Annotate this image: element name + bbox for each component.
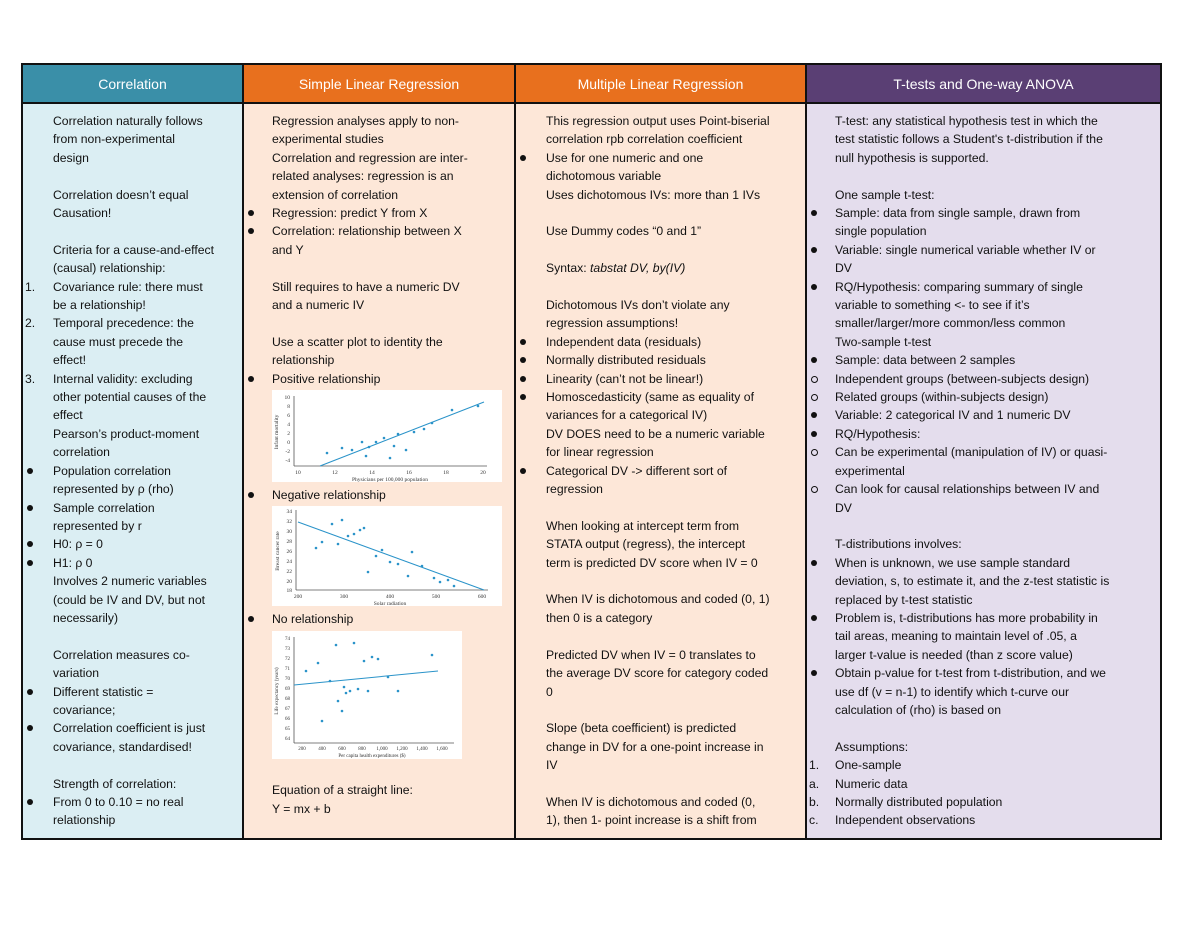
text-line: Predicted DV when IV = 0 translates to: [546, 647, 756, 662]
svg-text:65: 65: [285, 726, 290, 732]
bullet-item: Different statistic =: [23, 683, 238, 701]
text-line: related analyses: regression is an: [272, 169, 454, 184]
text-line: When IV is dichotomous and coded (0,: [546, 794, 756, 809]
bullet-item: Negative relationship: [244, 486, 510, 504]
text-line: then 0 is a category: [546, 610, 653, 625]
svg-text:8: 8: [287, 404, 290, 411]
numbered-item: 3. Internal validity: excluding: [23, 370, 238, 388]
bullet-item: Variable: single numerical variable whether IV or: [807, 241, 1156, 259]
no-relationship-scatter-plot: [272, 631, 462, 759]
text-line: from non-experimental: [53, 132, 175, 147]
text-line: This regression output uses Point-biserial: [546, 114, 770, 128]
text-line: be a relationship!: [53, 298, 146, 313]
svg-text:200: 200: [298, 746, 306, 752]
svg-text:1,400: 1,400: [416, 746, 428, 752]
text-line: covariance;: [53, 702, 116, 717]
text-line: T-test: any statistical hypothesis test in which the: [835, 114, 1098, 128]
svg-text:Solar radiation: Solar radiation: [373, 601, 407, 607]
bullet-item: Positive relationship: [244, 370, 510, 388]
text-line: Slope (beta coefficient) is predicted: [546, 721, 737, 736]
multiple-regression-body: [516, 104, 805, 838]
svg-text:-2: -2: [285, 449, 290, 456]
text-line: When looking at intercept term from: [546, 518, 740, 533]
bullet-item: Variable: 2 categorical IV and 1 numeric DV: [807, 406, 1156, 424]
text-line: tail areas, meaning to maintain level of .05, a: [835, 629, 1077, 644]
text-line: Uses dichotomous IVs: more than 1 IVs: [546, 187, 761, 202]
lettered-item: c. Independent observations: [807, 811, 1156, 829]
bullet-item: RQ/Hypothesis:: [807, 425, 1156, 443]
svg-text:Per capita health expenditures: Per capita health expenditures ($): [338, 753, 406, 759]
svg-text:30: 30: [286, 529, 292, 536]
syntax-line: Syntax: tabstat DV, by(IV): [546, 261, 686, 276]
bullet-item: Problem is, t-distributions has more probability in: [807, 609, 1156, 627]
list-number: 1.: [25, 279, 36, 294]
text-line: deviation, s, to estimate it, and the z-test statistic is: [835, 574, 1110, 589]
text-line: cause must precede the: [53, 334, 184, 349]
svg-text:20: 20: [480, 470, 486, 477]
text-line: dichotomous variable: [546, 169, 662, 184]
svg-text:73: 73: [285, 646, 290, 652]
bullet-item: Correlation coefficient is just: [23, 719, 238, 737]
text-line: larger t-value is needed (than z score value): [835, 647, 1073, 662]
svg-text:Life expectancy (years): Life expectancy (years): [275, 667, 280, 715]
list-number: 1.: [809, 758, 820, 773]
svg-text:70: 70: [285, 676, 290, 682]
svg-text:300: 300: [339, 594, 349, 601]
text-line: 1), then 1- point increase is a shift from: [546, 813, 757, 828]
text-line: variable to something <- to see if it’s: [835, 298, 1030, 313]
correlation-body: [23, 104, 242, 838]
text-line: variation: [53, 666, 100, 681]
lettered-item: b. Normally distributed population: [807, 793, 1156, 811]
text-line: One sample t-test:: [835, 187, 935, 202]
svg-text:800: 800: [358, 746, 366, 752]
text-line: Y = mx + b: [272, 801, 331, 816]
bullet-item: Categorical DV -> different sort of: [516, 462, 801, 480]
text-line: covariance, standardised!: [53, 739, 192, 754]
text-line: Pearson’s product-moment: [53, 426, 200, 441]
svg-text:16: 16: [406, 470, 412, 477]
svg-text:10: 10: [284, 395, 290, 402]
sub-bullet-item: Can be experimental (manipulation of IV) or quasi-: [807, 443, 1156, 461]
text-line: test statistic follows a Student's t-distribution if the: [835, 132, 1103, 147]
text-line: STATA output (regress), the intercept: [546, 537, 746, 552]
svg-text:400: 400: [318, 746, 326, 752]
text-line: effect: [53, 408, 83, 423]
summary-table: [21, 63, 1162, 840]
numbered-item: 2. Temporal precedence: the: [23, 314, 238, 332]
text-line: Dichotomous IVs don’t violate any: [546, 298, 730, 313]
bullet-item: No relationship: [244, 610, 510, 628]
svg-text:12: 12: [332, 470, 338, 477]
text-line: term is predicted DV score when IV = 0: [546, 555, 758, 570]
text-line: Causation!: [53, 206, 112, 221]
text-line: T-distributions involves:: [835, 537, 962, 552]
bullet-item: RQ/Hypothesis: comparing summary of single: [807, 278, 1156, 296]
svg-text:32: 32: [286, 519, 292, 526]
svg-text:18: 18: [443, 470, 449, 477]
svg-text:4: 4: [287, 422, 290, 429]
sub-bullet-item: Can look for causal relationships between IV and: [807, 480, 1156, 498]
text-line: single population: [835, 224, 927, 239]
text-line: Involves 2 numeric variables: [53, 574, 207, 589]
svg-text:20: 20: [286, 579, 292, 586]
text-line: DV: [835, 261, 852, 276]
list-number: 2.: [25, 316, 36, 331]
text-line: Use a scatter plot to identity the: [272, 334, 443, 349]
text-line: Two-sample t-test: [835, 334, 932, 349]
text-line: design: [53, 150, 89, 165]
svg-text:69: 69: [285, 686, 290, 692]
svg-text:1,600: 1,600: [436, 746, 448, 752]
simple-regression-column: [244, 65, 516, 838]
text-line: DV: [835, 500, 852, 515]
svg-text:2: 2: [287, 431, 290, 438]
svg-text:600: 600: [338, 746, 346, 752]
svg-text:71: 71: [285, 666, 290, 672]
text-line: Criteria for a cause-and-effect: [53, 242, 214, 257]
svg-text:Breast cancer rate: Breast cancer rate: [275, 531, 281, 572]
numbered-item: 1. One-sample: [807, 756, 1156, 774]
negative-scatter-plot: [272, 506, 502, 606]
text-line: and Y: [272, 242, 304, 257]
bullet-item: When is unknown, we use sample standard: [807, 554, 1156, 572]
bullet-item: Homoscedasticity (same as equality of: [516, 388, 801, 406]
svg-text:500: 500: [431, 594, 441, 601]
text-line: null hypothesis is supported.: [835, 150, 989, 165]
text-line: and a numeric IV: [272, 298, 365, 313]
svg-text:Physicians per 100,000 populat: Physicians per 100,000 population: [351, 477, 429, 483]
text-line: relationship: [53, 813, 116, 828]
bullet-item: Regression: predict Y from X: [244, 204, 510, 222]
text-line: necessarily): [53, 610, 119, 625]
text-line: Still requires to have a numeric DV: [272, 279, 460, 294]
text-line: relationship: [272, 353, 335, 368]
text-line: Correlation measures co-: [53, 647, 190, 662]
text-line: DV DOES need to be a numeric variable: [546, 426, 765, 441]
sub-bullet-item: Related groups (within-subjects design): [807, 388, 1156, 406]
text-line: use df (v = n-1) to identify which t-curve our: [835, 684, 1070, 699]
text-line: change in DV for a one-point increase in: [546, 739, 764, 754]
bullet-item: Independent data (residuals): [516, 333, 801, 351]
bullet-item: Sample correlation: [23, 499, 238, 517]
svg-text:74: 74: [285, 636, 290, 642]
text-line: experimental: [835, 463, 905, 478]
svg-text:68: 68: [285, 696, 290, 702]
svg-text:6: 6: [287, 413, 290, 420]
ttest-anova-header: T-tests and One-way ANOVA: [807, 65, 1160, 104]
numbered-item: 1. Covariance rule: there must: [23, 278, 238, 296]
text-line: Strength of correlation:: [53, 776, 177, 791]
text-line: Correlation and regression are inter-: [272, 150, 468, 165]
text-line: replaced by t-test statistic: [835, 592, 973, 607]
ttest-anova-column: [807, 65, 1160, 838]
svg-text:26: 26: [286, 549, 292, 556]
text-line: Equation of a straight line:: [272, 783, 413, 798]
text-line: IV: [546, 758, 558, 773]
text-line: (could be IV and DV, but not: [53, 592, 205, 607]
list-letter: b.: [809, 794, 820, 809]
text-line: regression: [546, 482, 603, 497]
bullet-item: H0: ρ = 0: [23, 535, 238, 553]
text-line: extension of correlation: [272, 187, 399, 202]
svg-text:14: 14: [369, 470, 375, 477]
svg-text:200: 200: [293, 594, 303, 601]
text-line: for linear regression: [546, 445, 654, 460]
ttest-anova-body: [807, 104, 1160, 838]
text-line: represented by r: [53, 518, 142, 533]
text-line: Regression analyses apply to non-: [272, 114, 459, 128]
text-line: effect!: [53, 353, 86, 368]
svg-text:1,200: 1,200: [396, 746, 408, 752]
svg-text:22: 22: [286, 569, 292, 576]
svg-text:34: 34: [286, 509, 292, 516]
positive-scatter-plot: [272, 390, 502, 482]
bullet-item: Linearity (can’t not be linear!): [516, 370, 801, 388]
svg-text:64: 64: [285, 736, 290, 742]
text-line: the average DV score for category coded: [546, 666, 769, 681]
bullet-item: Population correlation: [23, 462, 238, 480]
text-line: Use Dummy codes “0 and 1”: [546, 224, 702, 239]
text-line: correlation rpb correlation coefficient: [546, 132, 743, 147]
text-line: Correlation naturally follows: [53, 114, 203, 128]
svg-text:1,000: 1,000: [376, 746, 388, 752]
text-line: regression assumptions!: [546, 316, 679, 331]
text-line: Correlation doesn’t equal: [53, 187, 189, 202]
list-number: 3.: [25, 371, 36, 386]
list-letter: c.: [809, 813, 819, 828]
sub-bullet-item: Independent groups (between-subjects design): [807, 370, 1156, 388]
simple-regression-body: [244, 104, 514, 838]
bullet-item: H1: ρ 0: [23, 554, 238, 572]
svg-text:400: 400: [385, 594, 395, 601]
svg-text:24: 24: [286, 559, 292, 566]
svg-text:-4: -4: [285, 458, 290, 465]
svg-text:0: 0: [287, 440, 290, 447]
svg-text:18: 18: [286, 588, 292, 595]
svg-text:66: 66: [285, 716, 290, 722]
svg-text:10: 10: [295, 470, 301, 477]
lettered-item: a. Numeric data: [807, 775, 1156, 793]
bullet-item: Normally distributed residuals: [516, 351, 801, 369]
text-line: other potential causes of the: [53, 390, 207, 405]
bullet-item: Obtain p-value for t-test from t-distribution, and we: [807, 664, 1156, 682]
svg-text:Infant mortality: Infant mortality: [274, 414, 280, 450]
text-line: experimental studies: [272, 132, 384, 147]
text-line: correlation: [53, 445, 110, 460]
correlation-header: Correlation: [23, 65, 242, 104]
bullet-item: From 0 to 0.10 = no real: [23, 793, 238, 811]
text-line: When IV is dichotomous and coded (0, 1): [546, 592, 770, 607]
text-line: variances for a categorical IV): [546, 408, 708, 423]
bullet-item: Use for one numeric and one: [516, 149, 801, 167]
text-line: (causal) relationship:: [53, 261, 166, 276]
svg-text:600: 600: [477, 594, 487, 601]
text-line: represented by ρ (rho): [53, 482, 174, 497]
text-line: 0: [546, 684, 553, 699]
bullet-item: Sample: data between 2 samples: [807, 351, 1156, 369]
text-line: Assumptions:: [835, 739, 909, 754]
svg-text:28: 28: [286, 539, 292, 546]
svg-text:72: 72: [285, 656, 290, 662]
list-letter: a.: [809, 776, 820, 791]
bullet-item: Correlation: relationship between X: [244, 222, 510, 240]
text-line: smaller/larger/more common/less common: [835, 316, 1066, 331]
multiple-regression-header: Multiple Linear Regression: [516, 65, 805, 104]
svg-text:67: 67: [285, 706, 290, 712]
text-line: calculation of (rho) is based on: [835, 702, 1001, 717]
correlation-column: [23, 65, 244, 838]
bullet-item: Sample: data from single sample, drawn from: [807, 204, 1156, 222]
multiple-regression-column: [516, 65, 807, 838]
simple-regression-header: Simple Linear Regression: [244, 65, 514, 104]
